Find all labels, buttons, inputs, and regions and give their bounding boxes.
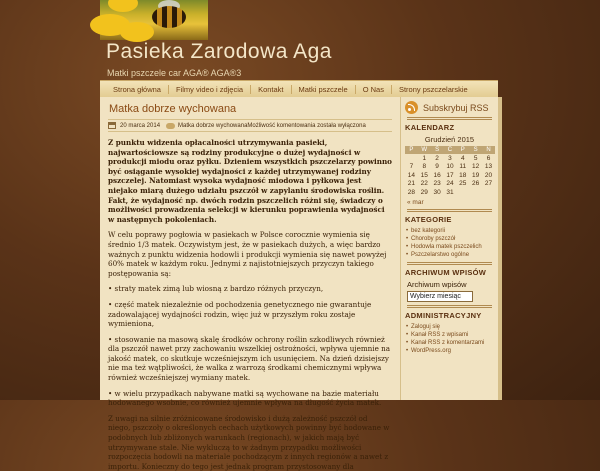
calendar-day: 8 — [422, 163, 427, 171]
calendar-title: KALENDARZ — [405, 123, 455, 132]
calendar-day: 4 — [460, 154, 465, 162]
calendar-day: 29 — [420, 188, 428, 196]
admin-link[interactable]: • WordPress.org — [405, 347, 494, 355]
calendar-day — [482, 188, 495, 197]
post-date: 20 marca 2014 — [120, 122, 161, 129]
category-link[interactable]: • bez kategorii — [405, 227, 494, 235]
divider — [407, 305, 492, 308]
calendar-day: 1 — [422, 154, 427, 162]
calendar-day: 28 — [407, 188, 416, 196]
header-image — [100, 0, 208, 40]
divider — [407, 209, 492, 212]
calendar-header: S — [469, 146, 482, 154]
post-title[interactable]: Matka dobrze wychowana — [109, 103, 237, 115]
calendar-day — [405, 154, 418, 163]
site-description: Matki pszczele car AGA® AGA®3 — [107, 68, 242, 78]
calendar-header: W — [418, 146, 431, 154]
categories-title: KATEGORIE — [405, 214, 452, 224]
calendar-day: 17 — [446, 171, 454, 179]
nav-item-video[interactable]: Filmy video i zdjęcia — [169, 85, 251, 94]
calendar-day: 15 — [420, 171, 428, 179]
calendar-icon — [108, 122, 116, 129]
post-meta — [108, 119, 392, 132]
post-paragraph: Z uwagi na silnie zróżnicowane środowisko i dużą zależność pszczół od niego, pszczoły o określonych cechach użytkowych powinny być hodowane w podobnych lub zbliżonych warunkach (regionach), w jakich mają być utrzymywane stale. Nie wykluczą to w żadnym przypadku możliwości rozpoczęcia hodowli na materiale pochodzącym z innych regionów a nawet z importu. Konieczny do tego jest jednak program przystosowany dla — [108, 413, 390, 471]
calendar-header: Ś — [431, 146, 444, 154]
calendar-day: 27 — [484, 180, 493, 188]
calendar-header: P — [405, 146, 418, 154]
nav-item-links[interactable]: Strony pszczelarskie — [398, 84, 468, 94]
calendar-caption: Grudzień 2015 — [424, 135, 475, 144]
calendar-day: 30 — [433, 188, 441, 196]
admin-link[interactable]: • Zaloguj się — [405, 323, 494, 331]
post-bullet: • część matek niezależnie od pochodzenia genetycznego nie gwarantuje zadowalającej wydajności rodzin, więc już w przyszłym roku zostaje wymieniona, — [108, 299, 372, 329]
calendar-day — [456, 188, 469, 197]
calendar-day: 3 — [448, 154, 452, 162]
calendar-header: C — [444, 146, 457, 154]
calendar-header: N — [482, 146, 495, 154]
calendar-day: 31 — [446, 188, 454, 196]
archive-label: Archiwum wpisów — [407, 279, 467, 289]
calendar-day: 22 — [420, 180, 428, 188]
calendar-day: 5 — [473, 154, 478, 162]
main-content — [100, 97, 400, 471]
comment-icon — [166, 123, 175, 129]
calendar-day — [469, 188, 482, 197]
calendar-day: 14 — [407, 171, 416, 179]
post-meta-text: Matka dobrze wychowanaMożliwość komentowania została wyłączona — [178, 122, 366, 129]
admin-link[interactable]: • Kanał RSS z wpisami — [405, 331, 494, 339]
calendar-prev-link[interactable]: « mar — [407, 198, 424, 206]
archive-month-select[interactable]: Wybierz miesiąc — [407, 291, 473, 302]
calendar-day: 10 — [446, 163, 454, 171]
calendar-day: 11 — [459, 163, 467, 171]
category-link[interactable]: • Hodowla matek pszczelich — [405, 243, 494, 251]
calendar-day: 20 — [484, 171, 493, 179]
post-bullet: • straty matek zimą lub wiosną z bardzo różnych przyczyn, — [108, 284, 324, 294]
category-link[interactable]: • Choroby pszczół — [405, 235, 494, 243]
calendar-header: P — [456, 146, 469, 154]
admin-title: ADMINISTRACYJNY — [405, 310, 482, 320]
rss-label[interactable]: Subskrybuj RSS — [423, 102, 489, 113]
nav-item-about[interactable]: O Nas — [356, 85, 392, 94]
post-paragraph: W celu poprawy pogłowia w pasiekach w Polsce corocznie wymienia się średnio 1/3 matek. Oczywistym jest, że w pasiekach dużych, a więc bardzo ważnych z punktu widzenia hodowli i produkcji wymienia się nawet powyżej 60% matek w każdym roku. Jednymi z najistotniejszych przyczyn takiego postępowania są: — [108, 230, 387, 278]
divider — [407, 117, 492, 120]
calendar-day: 9 — [435, 163, 439, 171]
rss-subscribe[interactable] — [405, 101, 494, 114]
nav-item-queens[interactable]: Matki pszczele — [292, 85, 356, 94]
calendar-day: 7 — [409, 163, 414, 171]
calendar-day: 16 — [433, 171, 441, 179]
admin-link[interactable]: • Kanał RSS z komentarzami — [405, 339, 494, 347]
post-bullet: • w wielu przypadkach nabywane matki są wychowane na bazie materiału hodowanego wsobnie, co również ujemnie wpływa na długość życia matek. — [108, 388, 382, 408]
divider — [407, 262, 492, 265]
post-bullet: • stosowanie na masową skalę środków ochrony roślin szkodliwych również dla pszczół nawet przy zachowaniu wszelkiej ostrożności, wpływa ujemnie na jakość matek, co skutkuje wcześniejszym ich usunięciem. Na dzień dzisiejszy nie ma też wątpliwości, że walka z warrozą środkami chemicznymi wpływa również wcześniejszej wymiany matek. — [108, 334, 391, 383]
calendar-day: 26 — [472, 180, 480, 188]
site-title[interactable]: Pasieka Zarodowa Aga — [106, 40, 332, 63]
archive-title: ARCHIWUM WPISÓW — [405, 267, 487, 277]
calendar-day: 18 — [459, 171, 467, 179]
nav-item-home[interactable]: Strona główna — [106, 85, 169, 94]
content-border — [498, 97, 502, 400]
post-lead: Z punktu widzenia opłacalności utrzymywania pasieki, najwartościowsze są rodziny produkcyjne o dużej wydajności w produkcji miodu oraz pyłku. Dzieniem wszystkich pszczelarzy powinno być osiąganie wysokiej wydajności z każdej utrzymywanej rodziny pszczelej. Natomiast wysoka wydajność miodowa i pyłkowa jest niejako miarą dużego udziału pszczół w zapylaniu środowiska roślin. Fakt, że wydajność np. dwóch rodzin pszczelich różni się, świadczy o możliwości prowadzenia selekcji w kierunku poprawienia wydajności w następnych pokoleniach. — [108, 138, 392, 224]
calendar-day: 12 — [472, 163, 480, 171]
calendar-day: 6 — [486, 154, 491, 162]
calendar-day: 13 — [484, 163, 493, 171]
rss-icon — [405, 101, 418, 114]
calendar-day: 23 — [433, 180, 441, 188]
sidebar — [400, 97, 498, 400]
main-nav — [100, 80, 498, 97]
calendar-day: 21 — [407, 180, 416, 188]
calendar-day: 19 — [472, 171, 480, 179]
nav-item-contact[interactable]: Kontakt — [251, 85, 291, 94]
calendar-day: 25 — [459, 180, 467, 188]
calendar-table — [405, 146, 495, 197]
category-link[interactable]: • Pszczelarstwo ogólne — [405, 251, 494, 259]
calendar-day: 24 — [446, 180, 454, 188]
calendar-day: 2 — [435, 154, 439, 162]
